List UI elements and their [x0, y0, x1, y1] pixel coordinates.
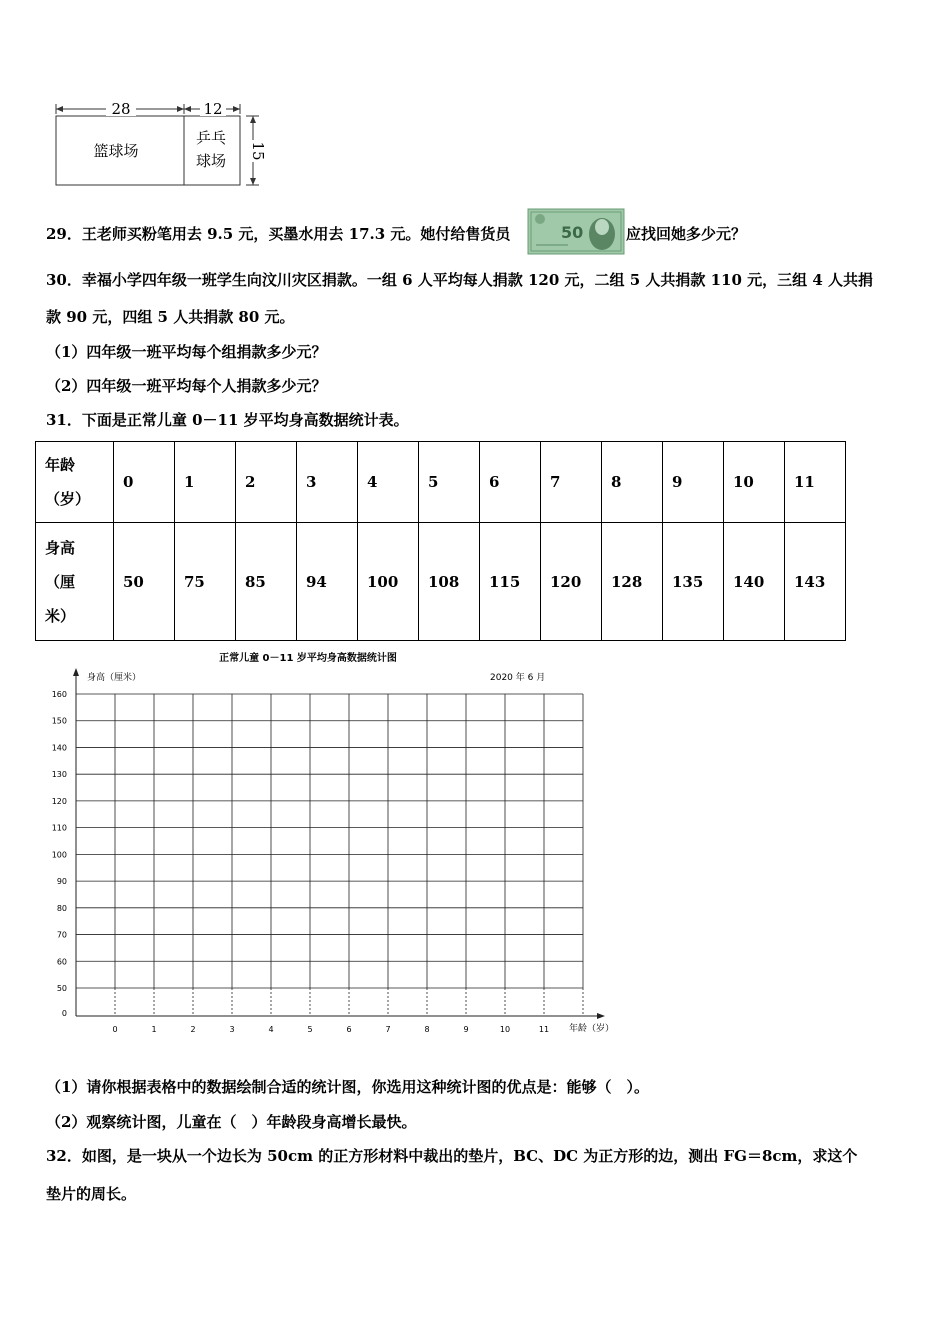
- table-head-age: [36, 442, 114, 523]
- x-axis-arrow: [597, 1013, 605, 1019]
- q31-sub1: （1）请你根据表格中的数据绘制合适的统计图，你选用这种统计图的优点是：能够（ ）。: [46, 1078, 649, 1096]
- y-tick-label: 110: [51, 823, 67, 833]
- q30-line1: 30．幸福小学四年级一班学生向汶川灾区捐款。一组 6 人平均每人捐款 120 元，二组 5 人共捐款 110 元，三组 4 人共捐: [46, 271, 874, 289]
- x-tick-label: 0: [112, 1025, 118, 1034]
- x-tick-label: 5: [307, 1025, 313, 1034]
- chart-grid: [73, 668, 605, 1019]
- age-cell: 1: [175, 442, 236, 523]
- q29-text-before: 29．王老师买粉笔用去 9.5 元，买墨水用去 17.3 元。她付给售货员: [46, 225, 511, 243]
- height-cell: 100: [358, 523, 419, 641]
- y-tick-label: 80: [56, 903, 67, 913]
- y-tick-label: 50: [56, 984, 67, 993]
- y-tick-label: 60: [56, 957, 67, 967]
- pingpong-court-rect: [184, 116, 240, 185]
- q30-line2: 款 90 元，四组 5 人共捐款 80 元。: [46, 308, 295, 326]
- y-tick-label: 120: [51, 796, 67, 806]
- height-cell: 120: [541, 523, 602, 641]
- height-cell: 75: [175, 523, 236, 641]
- x-tick-label: 10: [499, 1025, 511, 1034]
- height-cell: 143: [785, 523, 846, 641]
- height-head-line1: 身高: [45, 538, 76, 557]
- age-cell: 7: [541, 442, 602, 523]
- x-tick-label: 4: [268, 1025, 274, 1034]
- height-data-table: [35, 441, 846, 641]
- q32-line2: 垫片的周长。: [46, 1185, 137, 1203]
- y-tick-label: 150: [51, 716, 67, 726]
- height-head-line2: （厘: [45, 572, 76, 591]
- height-cell: 85: [236, 523, 297, 641]
- age-cell: 5: [419, 442, 480, 523]
- age-cell: 6: [480, 442, 541, 523]
- age-cell: 9: [663, 442, 724, 523]
- basketball-label: 篮球场: [93, 142, 139, 160]
- x-tick-label: 1: [151, 1025, 157, 1034]
- chart-ylabel: 身高（厘米）: [87, 673, 142, 683]
- height-cell: 135: [663, 523, 724, 641]
- dim-12: 12: [203, 100, 223, 118]
- chart-ticks: [52, 690, 549, 1034]
- q30-sub1: （1）四年级一班平均每个组捐款多少元？: [46, 343, 327, 361]
- x-tick-label: 11: [538, 1025, 550, 1034]
- q31-sub2: （2）观察统计图，儿童在（ ）年龄段身高增长最快。: [46, 1113, 417, 1131]
- dim-28: 28: [111, 100, 131, 118]
- y-tick-label: 70: [56, 930, 67, 940]
- age-cell: 3: [297, 442, 358, 523]
- x-tick-label: 8: [424, 1025, 430, 1034]
- height-chart: [40, 646, 630, 1041]
- table-row-age: [36, 442, 846, 523]
- chart-xlabel: 年龄（岁）: [569, 1024, 615, 1034]
- dim-15: 15: [249, 141, 267, 161]
- height-cell: 50: [114, 523, 175, 641]
- height-cell: 128: [602, 523, 663, 641]
- table-row-height: [36, 523, 846, 641]
- x-tick-label: 7: [385, 1025, 391, 1034]
- height-cell: 140: [724, 523, 785, 641]
- banknote-50-image: [528, 209, 624, 254]
- age-head-line2: （岁）: [45, 490, 91, 508]
- y-axis-arrow: [73, 668, 79, 676]
- q31-intro: 31．下面是正常儿童 0－11 岁平均身高数据统计表。: [46, 411, 409, 429]
- q30-sub2: （2）四年级一班平均每个人捐款多少元？: [46, 377, 327, 395]
- y-tick-label: 140: [51, 743, 67, 753]
- x-tick-label: 9: [463, 1025, 469, 1034]
- y-tick-label: 90: [56, 877, 67, 887]
- y-tick-label: 130: [51, 770, 67, 780]
- height-cell: 94: [297, 523, 358, 641]
- x-tick-label: 6: [346, 1025, 352, 1034]
- y-tick-label: 160: [51, 690, 67, 699]
- age-cell: 0: [114, 442, 175, 523]
- height-head-line3: 米）: [45, 606, 76, 625]
- x-tick-label: 2: [190, 1025, 196, 1034]
- y-tick-label: 100: [51, 850, 67, 860]
- age-cell: 11: [785, 442, 846, 523]
- height-cell: 108: [419, 523, 480, 641]
- age-cell: 10: [724, 442, 785, 523]
- chart-date: 2020 年 6 月: [490, 673, 546, 683]
- pingpong-label-1: 乒乓: [195, 129, 227, 147]
- y-tick-label: 0: [61, 1009, 67, 1018]
- age-cell: 4: [358, 442, 419, 523]
- chart-title: 正常儿童 0－11 岁平均身高数据统计图: [219, 653, 397, 664]
- table-head-height: [36, 523, 114, 641]
- age-cell: 2: [236, 442, 297, 523]
- x-tick-label: 3: [229, 1025, 235, 1034]
- q32-line1: 32．如图，是一块从一个边长为 50cm 的正方形材料中裁出的垫片，BC、DC 为正方形的边，测出 FG＝8cm，求这个: [46, 1147, 858, 1165]
- q29-line: [46, 224, 510, 244]
- court-figure: [50, 100, 265, 190]
- banknote-value: 50: [561, 223, 584, 242]
- q29-text-after: 应找回她多少元？: [626, 225, 747, 243]
- age-cell: 8: [602, 442, 663, 523]
- height-cell: 115: [480, 523, 541, 641]
- age-head-line1: 年龄: [45, 456, 76, 474]
- pingpong-label-2: 球场: [195, 152, 227, 170]
